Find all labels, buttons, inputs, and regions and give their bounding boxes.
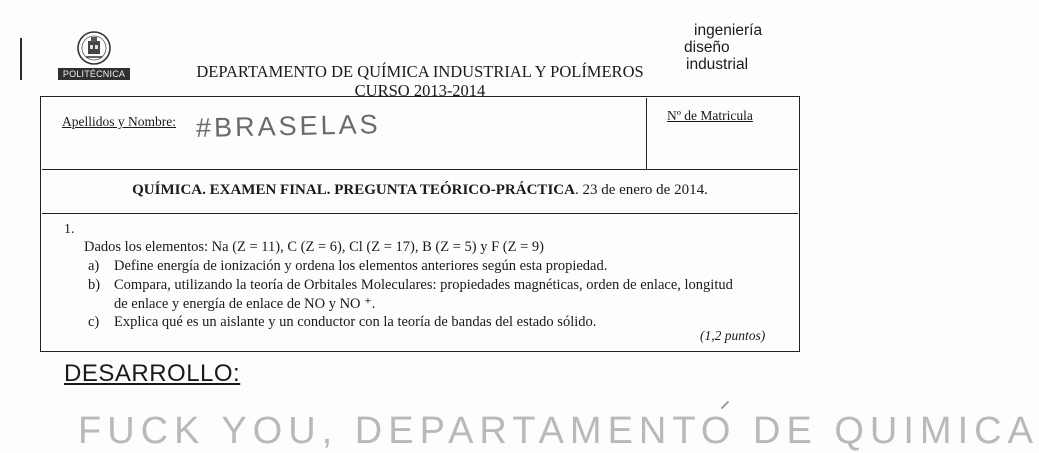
item-text: Compara, utilizando la teoría de Orbitales Moleculares: propiedades magnéticas, orden de enlace, longitud — [114, 277, 733, 293]
department-name: DEPARTAMENTO DE QUÍMICA INDUSTRIAL Y POLÍMEROS — [196, 62, 644, 81]
matricula-label: Nº de Matricula — [667, 108, 753, 123]
question-item-b-continued: de enlace y energía de enlace de NO y NO ⁺. — [114, 296, 376, 312]
logo-line-3: industrial — [686, 56, 749, 73]
logo-label: POLITÉCNICA — [58, 68, 130, 80]
exam-date: . 23 de enero de 2014. — [574, 182, 708, 198]
question-item-a — [88, 257, 607, 276]
item-letter: b) — [88, 277, 101, 293]
answer-heading: DESARROLLO: — [64, 360, 241, 387]
binding-mark — [20, 38, 22, 80]
name-label: Apellidos y Nombre: — [62, 114, 176, 129]
item-letter: a) — [88, 258, 100, 274]
question-item-c — [88, 313, 596, 332]
university-logo — [58, 30, 132, 84]
item-text: Explica qué es un aislante y un conductor con la teoría de bandas del estado sólido. — [114, 314, 597, 330]
question-intro: Dados los elementos: Na (Z = 11), C (Z = 6), Cl (Z = 17), B (Z = 5) y F (Z = 9) — [84, 239, 544, 255]
name-field[interactable]: #BRASELAS — [195, 109, 381, 143]
ingenieria-diseno-logo — [672, 22, 796, 78]
course-year: CURSO 2013-2014 — [354, 81, 486, 100]
exam-title-bold: QUÍMICA. EXAMEN FINAL. PREGUNTA TEÓRICO-PRÁCTICA — [132, 182, 575, 198]
item-letter: c) — [88, 314, 100, 330]
question-points: (1,2 puntos) — [700, 328, 766, 343]
question-number: 1. — [64, 222, 75, 237]
exam-title — [42, 182, 798, 199]
logo-line-2: diseño — [684, 39, 730, 56]
question-item-b — [88, 276, 778, 295]
page-header — [140, 62, 700, 100]
handwritten-answer: FUCK YOU, DEPARTAMENTO DE QUIMICA — [78, 410, 1039, 452]
crest-icon — [76, 30, 112, 66]
pen-mark — [721, 401, 729, 409]
item-text: Define energía de ionización y ordena los elementos anteriores según esta propiedad. — [114, 258, 608, 274]
logo-line-1: ingeniería — [694, 22, 763, 39]
